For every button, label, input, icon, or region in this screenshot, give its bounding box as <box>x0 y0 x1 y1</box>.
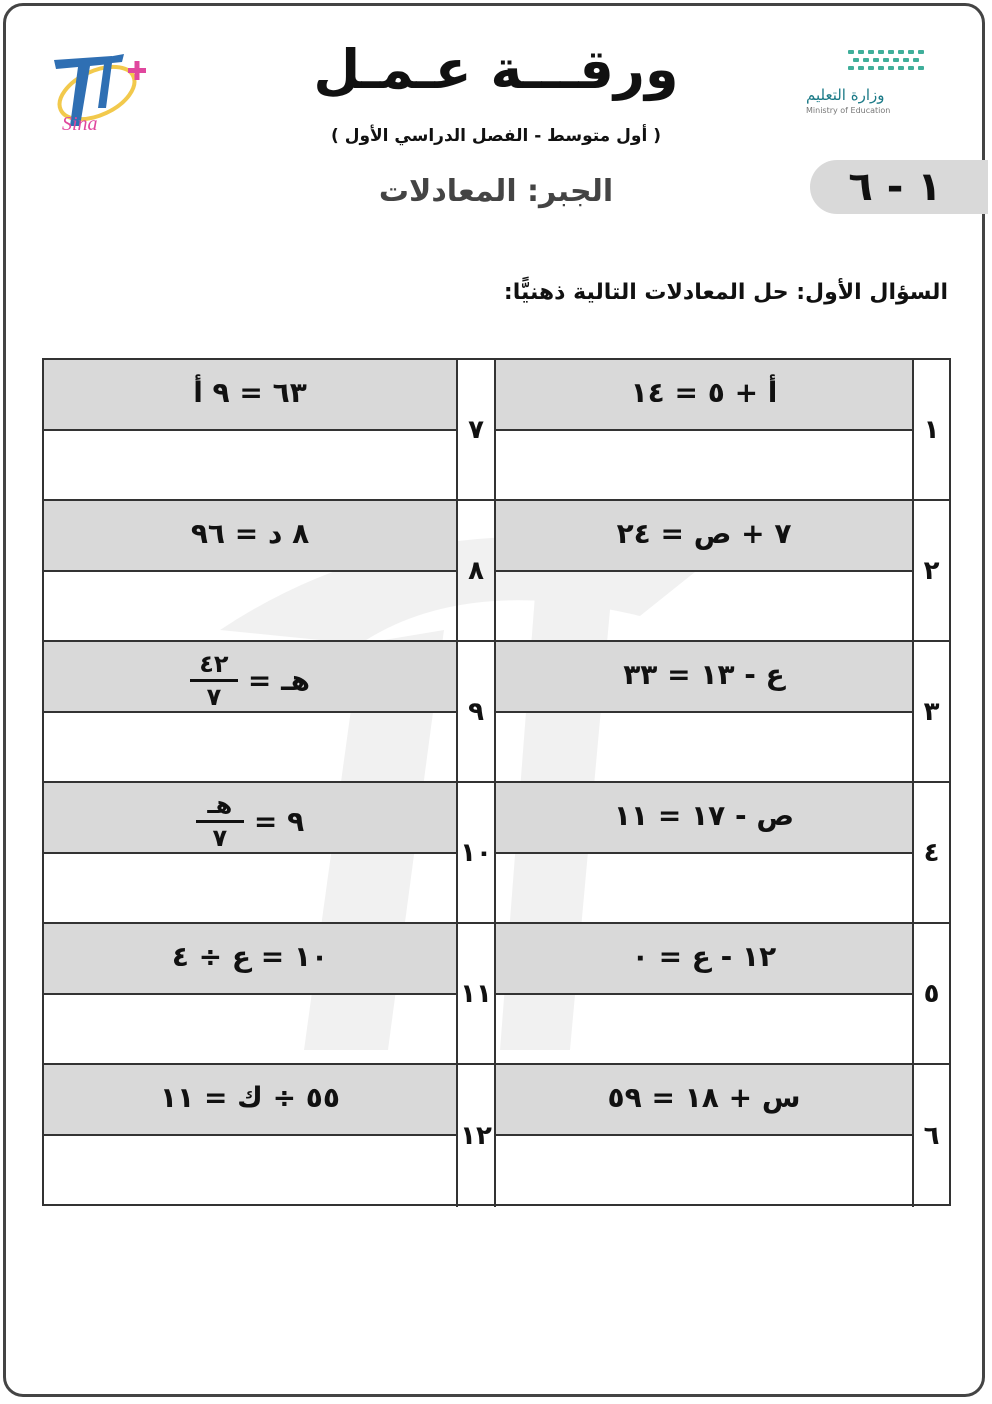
page-title: ورقـــة عـمـل <box>313 38 679 101</box>
item-number: ١ <box>923 414 940 445</box>
item-number: ٢ <box>923 555 940 586</box>
item-number-cell <box>912 501 949 640</box>
item-number-cell <box>456 642 496 781</box>
equation-header <box>44 642 456 713</box>
item-number: ١٠ <box>460 837 492 868</box>
equation: أ + ٥ = ١٤ <box>630 376 778 409</box>
page-subtitle: ( أول متوسط - الفصل الدراسي الأول ) <box>331 126 661 146</box>
item-number-cell <box>456 1065 496 1207</box>
fraction-denominator: ٧ <box>212 824 228 852</box>
equation-header <box>44 360 456 431</box>
equation-cell <box>496 924 912 1063</box>
equation-header <box>496 1065 912 1136</box>
item-number-cell <box>912 783 949 922</box>
item-number-cell <box>456 924 496 1063</box>
fraction-equation <box>44 652 456 709</box>
ministry-name-en: Ministry of Education <box>806 106 891 115</box>
equation-header <box>44 783 456 854</box>
item-number: ١١ <box>460 978 492 1009</box>
table-row <box>44 501 949 642</box>
item-number-cell <box>912 360 949 499</box>
equation-cell <box>44 924 456 1063</box>
item-number: ٧ <box>468 414 484 445</box>
fraction-bar <box>196 820 244 823</box>
equation-cell <box>496 783 912 922</box>
item-number-cell <box>912 924 949 1063</box>
equation-header <box>44 1065 456 1136</box>
ministry-name-ar: وزارة التعليم <box>806 86 885 104</box>
equation-header <box>44 501 456 572</box>
equation: ٥٥ ÷ ك = ١١ <box>160 1081 340 1114</box>
equation-header <box>496 501 912 572</box>
equation-header <box>496 783 912 854</box>
item-number: ٣ <box>923 696 940 727</box>
equation: ع - ١٣ = ٣٣ <box>623 658 785 691</box>
equation: س + ١٨ = ٥٩ <box>607 1081 801 1114</box>
equation-cell <box>496 360 912 499</box>
equation-cell <box>44 1065 456 1207</box>
equation-header <box>44 924 456 995</box>
equation-lhs: هـ = <box>247 664 311 697</box>
equation-cell <box>44 501 456 640</box>
fraction-numerator: هـ <box>207 791 233 819</box>
equation: ١٠ = ع ÷ ٤ <box>171 940 329 973</box>
item-number: ٥ <box>923 978 940 1009</box>
item-number-cell <box>456 360 496 499</box>
logo-text: Sina <box>62 113 98 135</box>
equation-header <box>496 642 912 713</box>
equations-table <box>42 358 951 1206</box>
equation-header <box>496 924 912 995</box>
item-number: ٨ <box>468 555 484 586</box>
equation: ١٢ - ع = ٠ <box>631 940 777 973</box>
fraction-equation <box>44 793 456 850</box>
item-number-cell <box>456 501 496 640</box>
item-number: ١٢ <box>460 1121 492 1151</box>
equation: ٧ + ص = ٢٤ <box>616 517 792 550</box>
equation-cell <box>44 783 456 922</box>
item-number: ٤ <box>923 837 940 868</box>
equation: ٨ د = ٩٦ <box>190 517 310 550</box>
item-number: ٩ <box>468 696 484 727</box>
fraction-denominator: ٧ <box>206 683 222 711</box>
item-number-cell <box>912 1065 949 1207</box>
equation: ٦٣ = ٩ أ <box>193 376 307 409</box>
fraction <box>196 793 244 850</box>
fraction-numerator: ٤٢ <box>199 650 229 678</box>
item-number-cell <box>456 783 496 922</box>
fraction <box>190 652 238 709</box>
table-row <box>44 924 949 1065</box>
question-heading: السؤال الأول: حل المعادلات التالية ذهنيًّا: <box>503 280 948 305</box>
equation-cell <box>44 360 456 499</box>
equation-header <box>496 360 912 431</box>
equation-lhs: ٩ = <box>253 805 305 838</box>
equation-cell <box>496 501 912 640</box>
fraction-bar <box>190 679 238 682</box>
equation: ص - ١٧ = ١١ <box>613 799 795 832</box>
table-row <box>44 642 949 783</box>
item-number: ٦ <box>923 1121 940 1151</box>
table-row <box>44 1065 949 1207</box>
equation-cell <box>44 642 456 781</box>
item-number-cell <box>912 642 949 781</box>
lesson-number: ١ - ٦ <box>848 164 942 210</box>
equation-cell <box>496 1065 912 1207</box>
table-row <box>44 360 949 501</box>
equation-cell <box>496 642 912 781</box>
table-row <box>44 783 949 924</box>
topic-heading: الجبر: المعادلات <box>378 174 614 209</box>
